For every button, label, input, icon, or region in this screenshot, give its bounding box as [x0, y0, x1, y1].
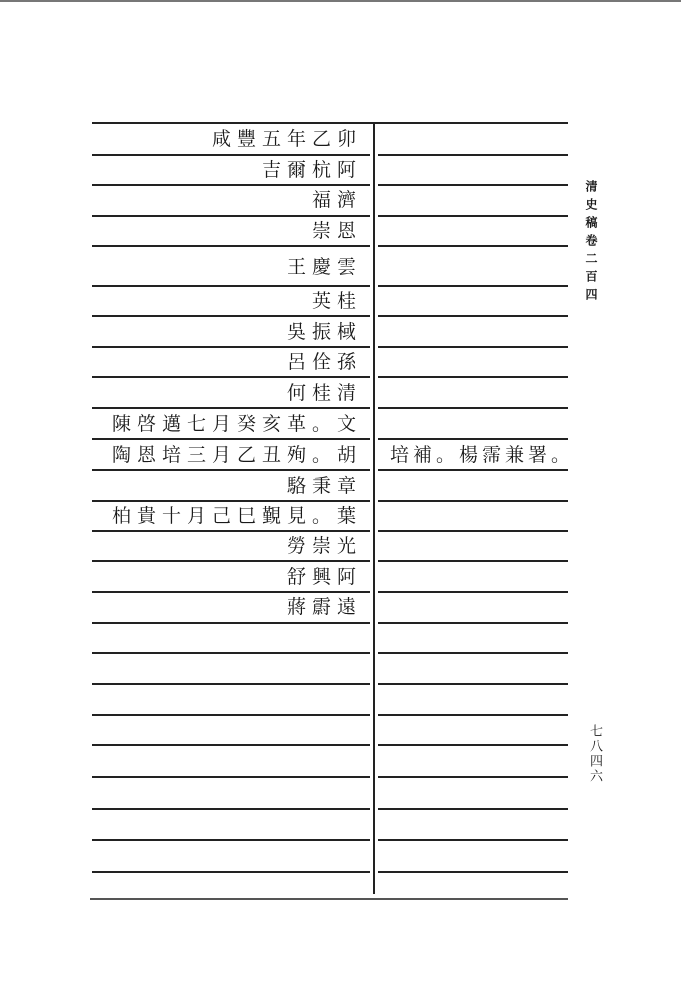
table-row: 王慶雲 [286, 256, 362, 278]
row-rule [378, 652, 568, 654]
table-row: 咸豐五年乙卯 [211, 128, 362, 150]
column-divider [373, 122, 375, 894]
row-rule [378, 285, 568, 287]
table-row: 舒興阿 [286, 566, 362, 588]
row-rule [378, 215, 568, 217]
row-rule [378, 438, 568, 440]
table-row: 蔣霨遠 [286, 596, 362, 618]
table-row-note: 培補。楊霈兼署。 [390, 444, 575, 466]
table-row: 福濟 [311, 189, 362, 211]
table-row: 吉爾杭阿 [261, 159, 362, 181]
register-table [92, 122, 575, 894]
row-rule [378, 744, 568, 746]
row-rule [378, 622, 568, 624]
row-rule [92, 407, 370, 409]
scan-top-border [0, 0, 681, 2]
page-number: 七八四六 [587, 724, 602, 784]
table-row: 陳啓邁七月癸亥革。文 [111, 413, 362, 435]
row-rule [92, 683, 370, 685]
table-row: 呂佺孫 [286, 351, 362, 373]
row-rule [92, 839, 370, 841]
table-row: 駱秉章 [286, 475, 362, 497]
row-rule [92, 315, 370, 317]
table-row: 陶恩培三月乙丑殉。胡 [111, 444, 362, 466]
row-rule [92, 622, 370, 624]
row-rule [378, 683, 568, 685]
row-rule [92, 438, 370, 440]
row-rule [92, 560, 370, 562]
row-rule [378, 346, 568, 348]
row-rule [378, 839, 568, 841]
row-rule [378, 407, 568, 409]
row-rule [378, 469, 568, 471]
row-rule [92, 776, 370, 778]
table-row: 柏貴十月己巳覲見。葉 [111, 505, 362, 527]
row-rule [378, 808, 568, 810]
table-row: 何桂清 [286, 382, 362, 404]
row-rule [378, 376, 568, 378]
scan-bottom-rule [90, 898, 568, 900]
row-rule [92, 652, 370, 654]
row-rule [378, 154, 568, 156]
row-rule [378, 560, 568, 562]
row-rule [378, 871, 568, 873]
row-rule [92, 376, 370, 378]
row-rule [92, 744, 370, 746]
row-rule [378, 591, 568, 593]
table-row: 英桂 [311, 290, 362, 312]
side-title: 清史稿卷二百四 [584, 180, 598, 306]
row-rule [378, 530, 568, 532]
row-rule [378, 245, 568, 247]
row-rule [92, 469, 370, 471]
row-rule [378, 500, 568, 502]
row-rule [378, 714, 568, 716]
row-rule [92, 245, 370, 247]
table-top-rule [92, 122, 568, 124]
table-row: 勞崇光 [286, 535, 362, 557]
row-rule [378, 184, 568, 186]
row-rule [378, 776, 568, 778]
table-row: 吳振棫 [286, 321, 362, 343]
row-rule [92, 808, 370, 810]
row-rule [92, 871, 370, 873]
table-row: 崇恩 [311, 220, 362, 242]
row-rule [92, 714, 370, 716]
row-rule [378, 315, 568, 317]
